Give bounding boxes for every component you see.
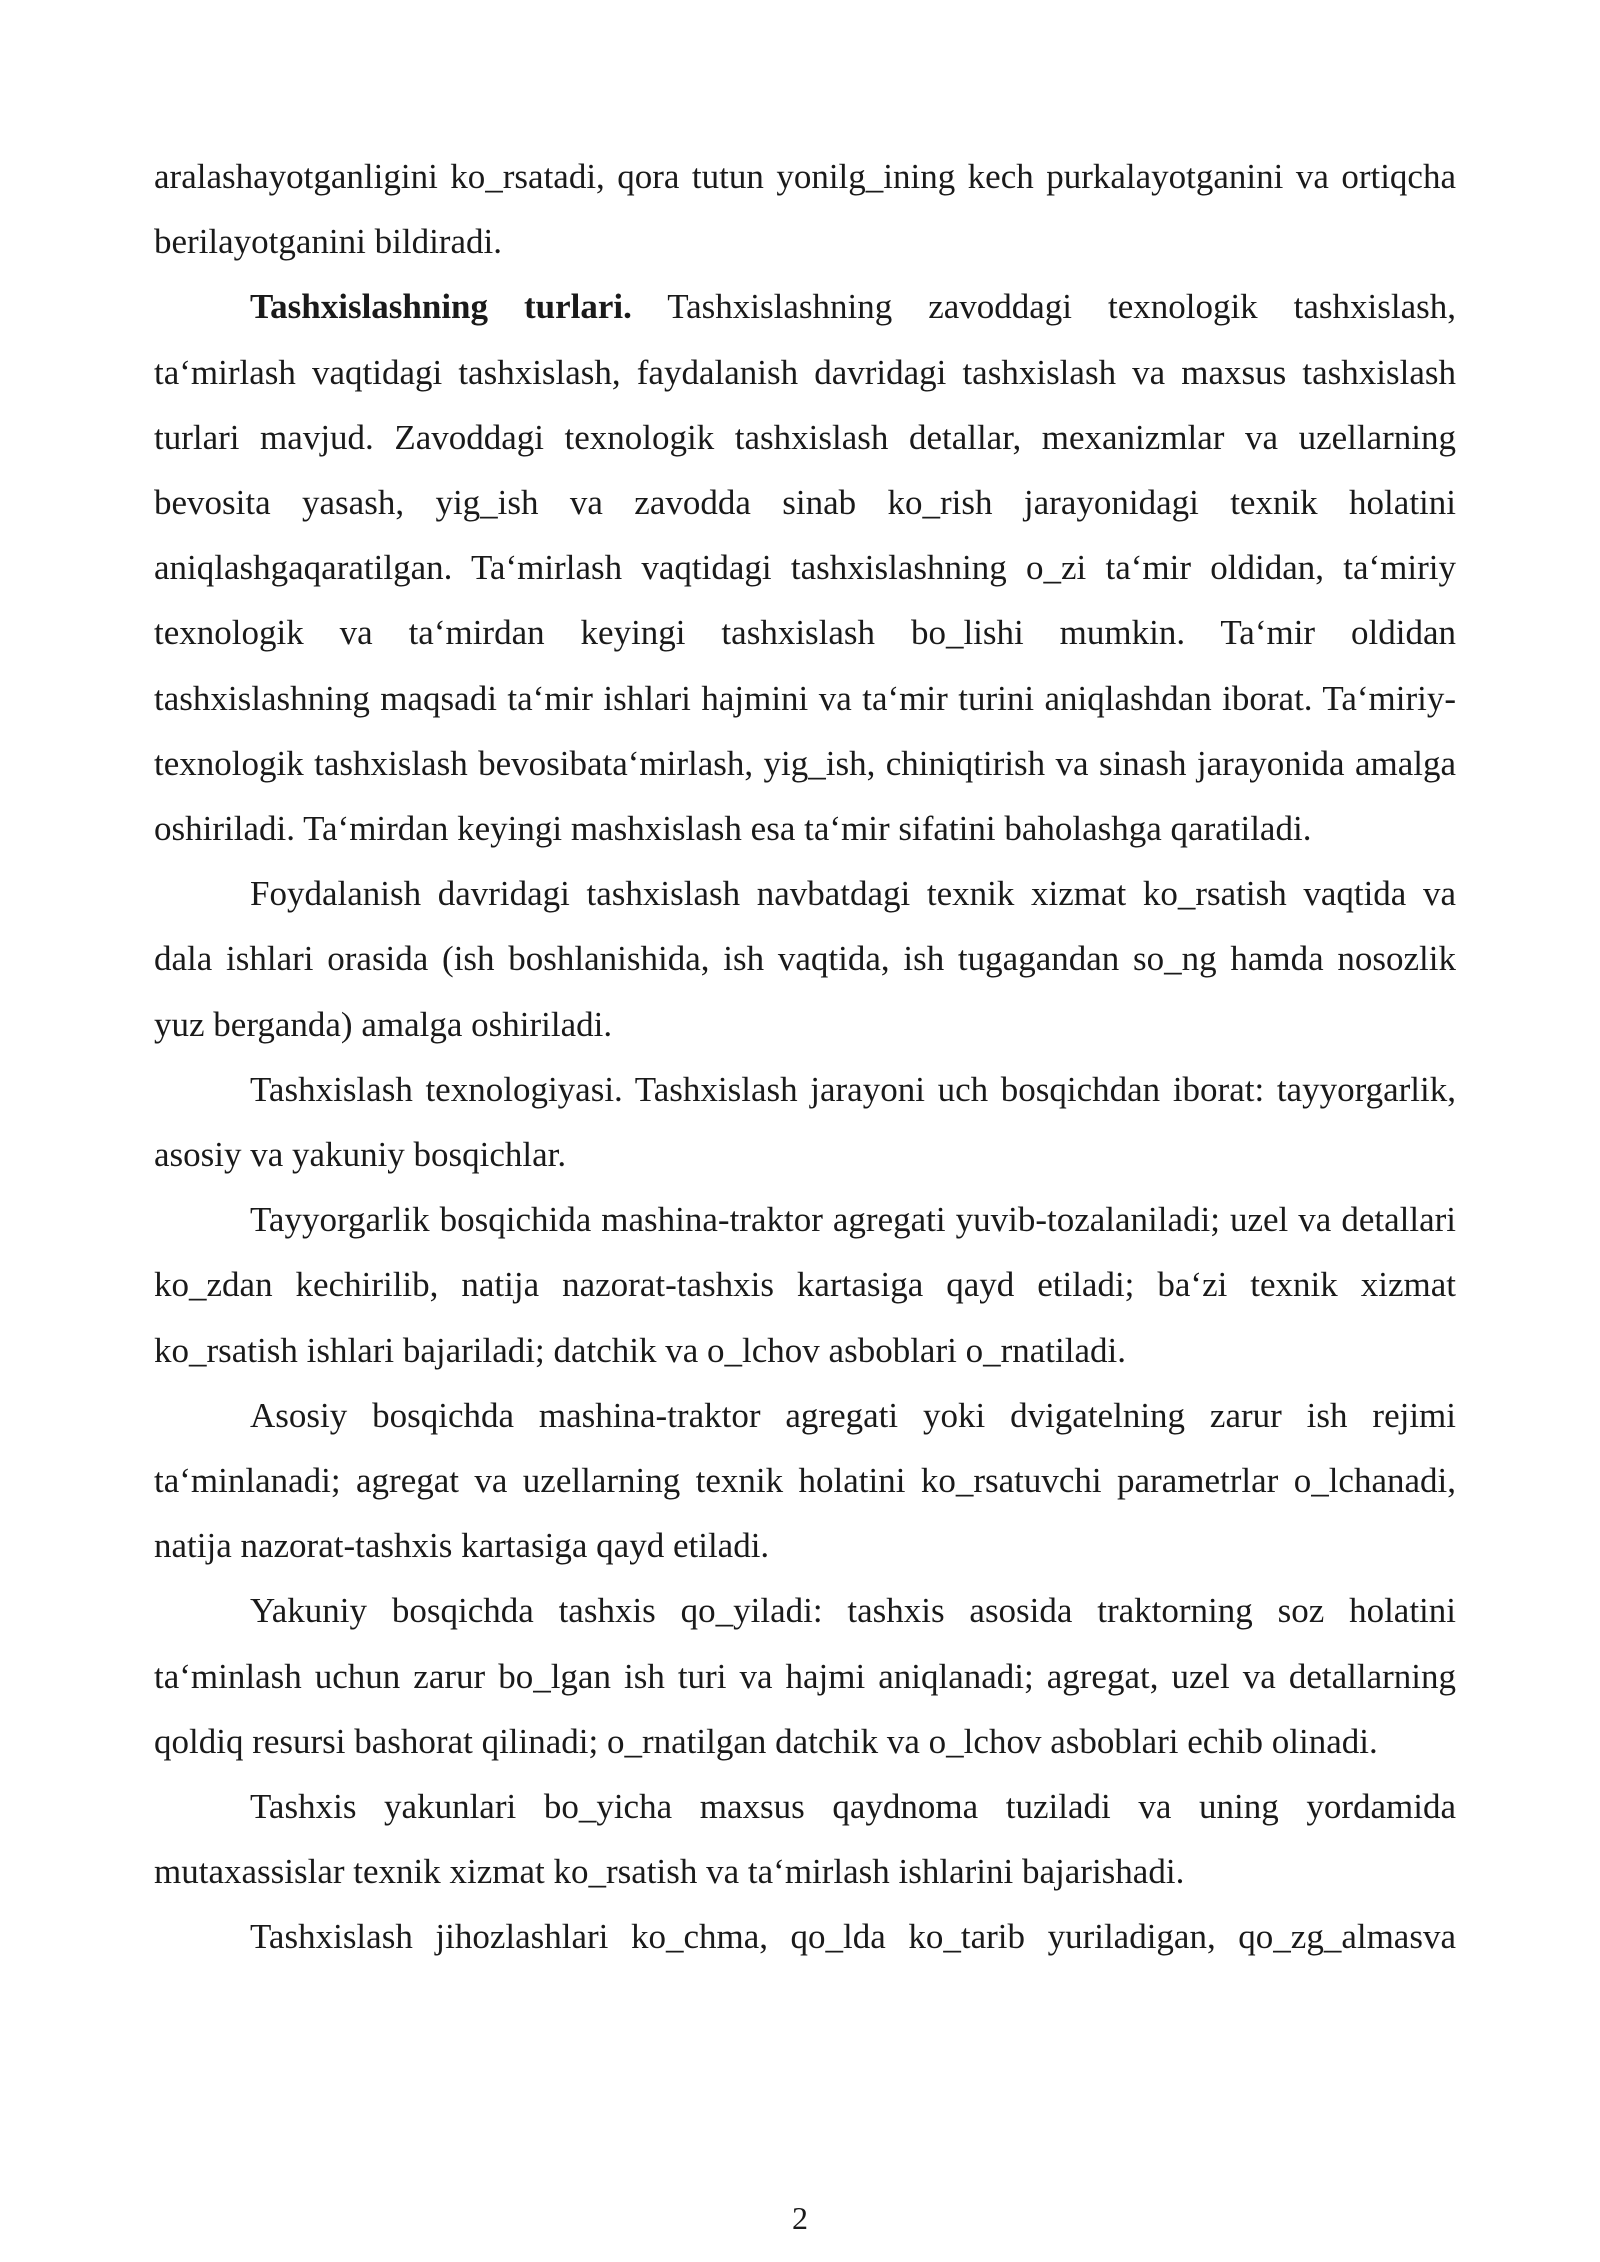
paragraph-text: Tayyorgarlik bosqichida mashina-traktor agregati yuvib-tozalaniladi; uzel va detallari ko_zdan kechirilib, natija nazorat-tashxis kartasiga qayd etiladi; ba‘zi texnik xizmat ko_rsatish ishlari bajariladi; datchik va o_lchov asboblari o_rnatiladi.	[154, 1200, 1456, 1370]
paragraph-text: aralashayotganligini ko_rsatadi, qora tutun yonilg_ining kech purkalayotganini va ortiqcha berilayotganini bildiradi.	[154, 157, 1456, 262]
paragraph-heading: Tashxislashning turlari.	[250, 287, 632, 327]
paragraph-text: Asosiy bosqichda mashina-traktor agregati yoki dvigatelning zarur ish rejimi ta‘minlanadi; agregat va uzellarning texnik holatini ko_rsatuvchi parametrlar o_lchanadi, natija nazorat-tashxis kartasiga qayd etiladi.	[154, 1395, 1456, 1566]
paragraph-results	[154, 1774, 1456, 1904]
paragraph-text: Tashxislash texnologiyasi. Tashxislash jarayoni uch bosqichdan iborat: tayyorgarlik, asosiy va yakuniy bosqichlar.	[154, 1069, 1456, 1175]
paragraph-operational-diagnosis	[154, 861, 1456, 1057]
paragraph-preparation-stage	[154, 1187, 1456, 1383]
paragraph-final-stage	[154, 1578, 1456, 1774]
paragraph-main-stage	[154, 1383, 1456, 1579]
paragraph-text: Yakuniy bosqichda tashxis qo_yiladi: tashxis asosida traktorning soz holatini ta‘minlash uchun zarur bo_lgan ish turi va hajmi aniqlanadi; agregat, uzel va detallarning qoldiq resursi bashorat qilinadi; o_rnatilgan datchik va o_lchov asboblari echib olinadi.	[154, 1591, 1456, 1761]
paragraph-continuation	[154, 144, 1456, 274]
paragraph-equipment	[154, 1904, 1456, 1969]
paragraph-diagnosis-technology	[154, 1057, 1456, 1187]
page-number: 2	[792, 2200, 808, 2236]
paragraph-text: Tashxis yakunlari bo_yicha maxsus qaydnoma tuziladi va uning yordamida mutaxassislar texnik xizmat ko_rsatish va ta‘mirlash ishlarini bajarishadi.	[154, 1787, 1456, 1892]
paragraph-text: Tashxislash jihozlashlari ko_chma, qo_lda ko_tarib yuriladigan, qo_zg_almasva	[250, 1917, 1456, 1957]
paragraph-diagnosis-types	[154, 274, 1456, 861]
paragraph-text: Tashxislashning zavoddagi texnologik tashxislash, ta‘mirlash vaqtidagi tashxislash, faydalanish davridagi tashxislash va maxsus tashxislash turlari mavjud. Zavoddagi texnologik tashxislash detallar, mexanizmlar va uzellarning bevosita yasash, yig_ish va zavodda sinab ko_rish jarayonidagi texnik holatini aniqlashgaqaratilgan. Ta‘mirlash vaqtidagi tashxislashning o_zi ta‘mir oldidan, ta‘miriy texnologik va ta‘mirdan keyingi tashxislash bo_lishi mumkin. Ta‘mir oldidan tashxislashning maqsadi ta‘mir ishlari hajmini va ta‘mir turini aniqlashdan iborat. Ta‘miriy-texnologik tashxislash bevosibata‘mirlash, yig_ish, chiniqtirish va sinash jarayonida amalga oshiriladi. Ta‘mirdan keyingi mashxislash esa ta‘mir sifatini baholashga qaratiladi.	[154, 287, 1456, 849]
paragraph-text: Foydalanish davridagi tashxislash navbatdagi texnik xizmat ko_rsatish vaqtida va dala ishlari orasida (ish boshlanishida, ish vaqtida, ish tugagandan so_ng hamda nosozlik yuz berganda) amalga oshiriladi.	[154, 874, 1456, 1044]
document-page	[154, 144, 1456, 1970]
